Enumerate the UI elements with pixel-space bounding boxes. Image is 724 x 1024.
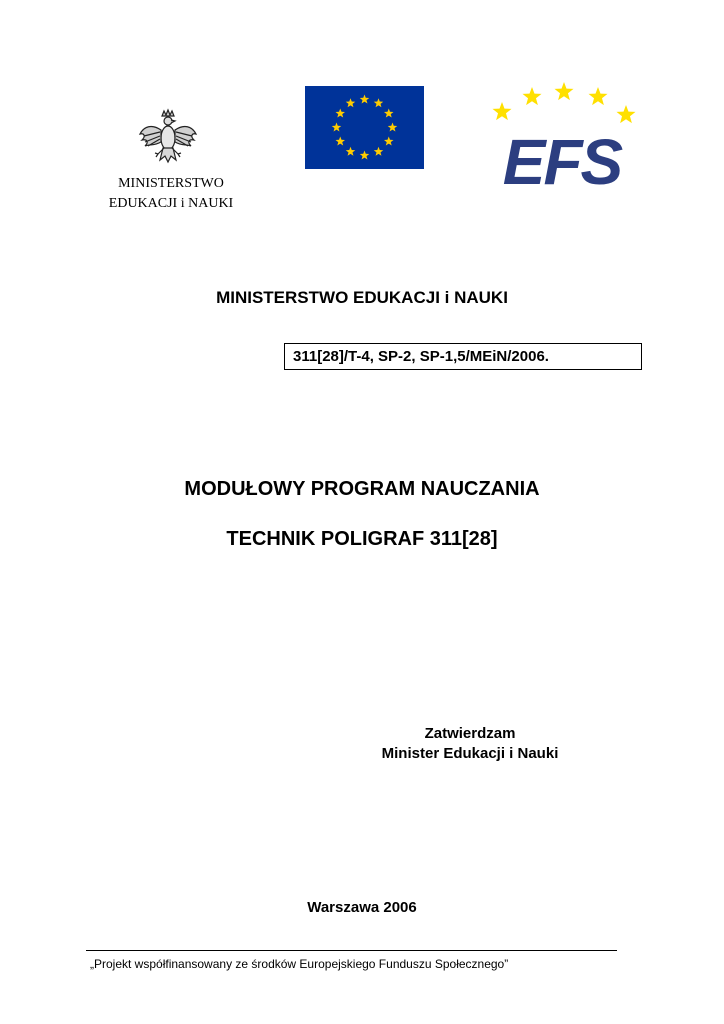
document-subtitle: TECHNIK POLIGRAF 311[28] xyxy=(226,528,498,550)
ministry-caption-line2: EDUKACJI i NAUKI xyxy=(108,196,234,211)
footer-note: „Projekt współfinansowany ze środków Europejskiego Funduszu Społecznego” xyxy=(90,957,509,971)
efs-star-icon xyxy=(554,82,573,100)
place-date: Warszawa 2006 xyxy=(307,899,417,916)
approval-line1: Zatwierdzam xyxy=(424,725,516,742)
efs-star-icon xyxy=(522,87,541,105)
approval-block xyxy=(340,724,600,764)
ministry-caption-line1: MINISTERSTWO xyxy=(118,176,224,191)
efs-logo-text: EFS xyxy=(502,126,622,192)
footer-divider xyxy=(86,950,617,951)
program-code-box: 311[28]/T-4, SP-2, SP-1,5/MEiN/2006. xyxy=(284,343,642,370)
polish-eagle-emblem-icon xyxy=(136,106,200,170)
ministry-emblem-caption xyxy=(96,174,246,214)
eu-flag-icon xyxy=(305,86,424,169)
approval-line2: Minister Edukacji i Nauki xyxy=(381,745,559,762)
document-title: MODUŁOWY PROGRAM NAUCZANIA xyxy=(184,478,540,500)
ministry-heading: MINISTERSTWO EDUKACJI i NAUKI xyxy=(216,288,508,307)
efs-star-icon xyxy=(616,105,635,123)
efs-star-icon xyxy=(588,87,607,105)
efs-logo-icon xyxy=(480,82,644,192)
efs-star-icon xyxy=(492,102,511,120)
